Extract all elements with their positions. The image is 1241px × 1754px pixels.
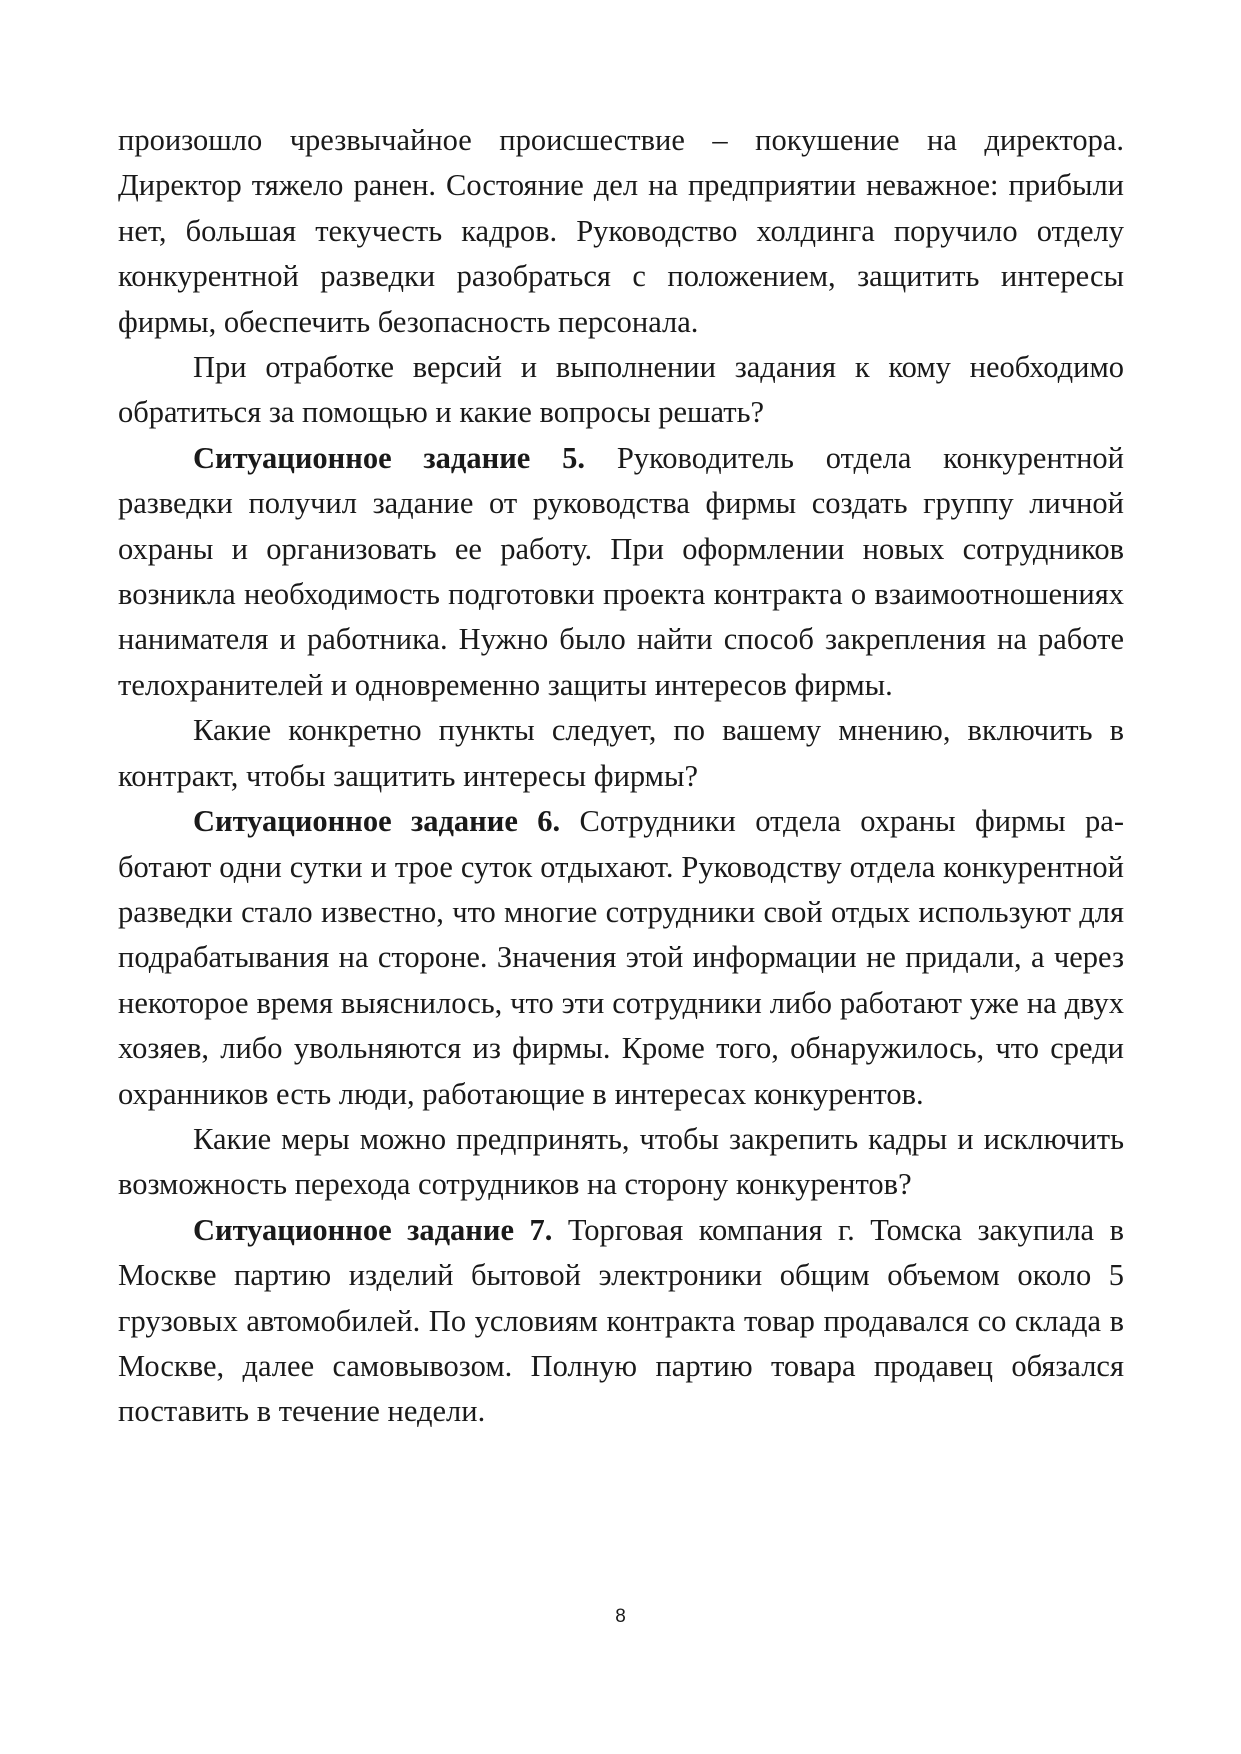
- paragraph-text: Сотрудники отдела охраны фирмы работают одни сутки и трое суток отдыхают. Руководству отдела конкурентной разведки стало известно, что многие сотрудники свой отдых используют для подрабатывания на стороне. Значения этой информации не придали, а через некоторое время выяснилось, что эти сотрудники либо работают уже на двух хозяев, либо увольняются из фирмы. Кроме того, обнаружилось, что среди охранников есть люди, работающие в интересах конкурентов.: [118, 804, 1124, 1111]
- paragraph-question-6: [118, 1117, 1124, 1208]
- paragraph-question-4: [118, 345, 1124, 436]
- paragraph-task-5: [118, 436, 1124, 708]
- task-label: Ситуационное задание 6.: [193, 804, 561, 839]
- paragraph-question-5: [118, 708, 1124, 799]
- task-label: Ситуационное задание 5.: [193, 440, 585, 475]
- paragraph-text: Руководитель отдела конкурентной разведки получил задание от руководства фирмы создать группу личной охраны и организовать ее работу. При оформлении новых сотрудников возникла необходимость подготовки проекта контракта о взаимоотношениях нанимателя и работника. Нужно было найти способ закрепления на работе телохранителей и одновременно защиты интересов фирмы.: [118, 440, 1124, 702]
- task-label: Ситуационное задание 7.: [193, 1212, 553, 1247]
- paragraph-task-6: [118, 799, 1124, 1117]
- paragraph-text: Торговая компания г. Томска закупила в Москве партию изделий бытовой электроники общим объемом около 5 грузовых автомобилей. По условиям контракта товар продавался со склада в Москве, далее самовывозом. Полную партию товара продавец обязался поставить в течение недели.: [118, 1212, 1124, 1429]
- paragraph-text: Какие конкретно пункты следует, по вашему мнению, включить в контракт, чтобы защитить интересы фирмы?: [118, 713, 1124, 793]
- page-body: [118, 118, 1124, 1435]
- paragraph-task-7: [118, 1208, 1124, 1435]
- paragraph-text: произошло чрезвычайное происшествие – покушение на директора. Директор тяжело ранен. Состояние дел на предприятии неважное: прибыли нет, большая текучесть кадров. Руководство холдинга поручило отделу конкурентной разведки разобраться с положением, защитить интересы фирмы, обеспечить безопасность персонала.: [118, 123, 1124, 339]
- paragraph-text: Какие меры можно предпринять, чтобы закрепить кадры и исключить возможность перехода сотрудников на сторону конкурентов?: [118, 1121, 1124, 1202]
- paragraph-text: При отработке версий и выполнении задания к кому необходимо обратиться за помощью и какие вопросы решать?: [118, 350, 1124, 430]
- paragraph-continuation: [118, 118, 1124, 345]
- page-number: 8: [615, 1606, 626, 1627]
